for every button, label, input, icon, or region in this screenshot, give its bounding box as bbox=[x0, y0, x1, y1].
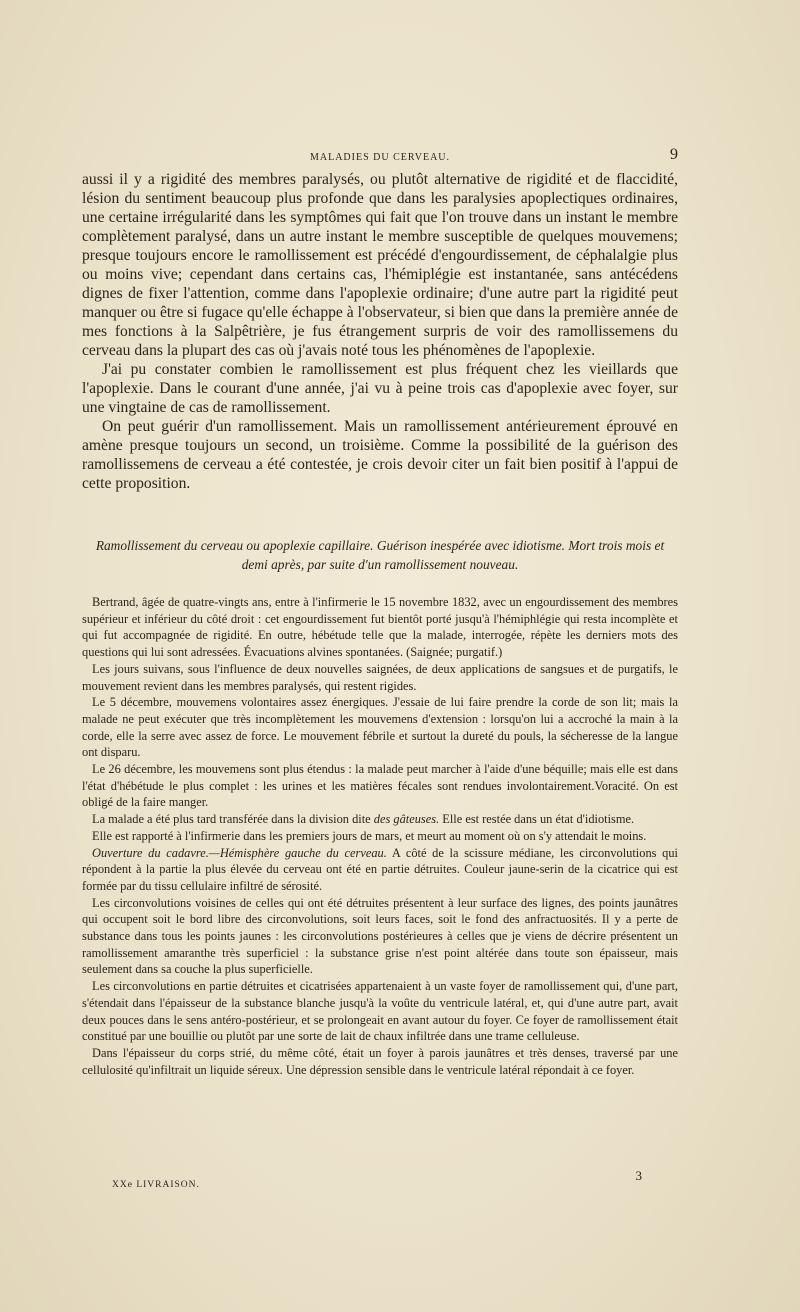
page-number: 9 bbox=[670, 146, 678, 163]
case-title: Ramollissement du cerveau ou apoplexie capillaire. Guérison inespérée avec idiotisme. Mort trois mois et demi après, par suite d'un ramollissement nouveau. bbox=[95, 538, 665, 572]
running-head: MALADIES DU CERVEAU. bbox=[309, 152, 451, 163]
intro-paragraph: aussi il y a rigidité des membres paralysés, ou plutôt alternative de rigidité et de flaccidité, lésion du sentiment beaucoup plus profonde que dans les paralysies apoplectiques ordinaires, une certaine irrégularité dans les symptômes qui fait que l'on trouve dans un instant le membre complètement paralysé, dans un autre instant le membre susceptible de quelques mouvemens; presque toujours encore le ramollissement est précédé d'engourdissement, de céphalalgie plus ou moins vive; cependant dans certains cas, l'hémiplégie est instantanée, sans antécédens dignes de fixer l'attention, comme dans l'apoplexie ordinaire; d'une autre part la rigidité peut manquer ou être si fugace qu'elle échappe à l'observateur, si bien que dans la première année de mes fonctions à la Salpêtrière, je fus étrangement surpris de voir des ramollissemens du cerveau dans la plupart des cas où j'avais noté tous les phénomènes de l'apoplexie. bbox=[82, 171, 678, 359]
intro-text bbox=[82, 170, 678, 493]
case-paragraph: Les jours suivans, sous l'influence de deux nouvelles saignées, de deux applications de sangsues et de purgatifs, le mouvement revient dans les membres paralysés, qui restent rigides. bbox=[82, 661, 678, 693]
case-paragraph: Dans l'épaisseur du corps strié, du même côté, était un foyer à parois jaunâtres et très denses, traversé par une cellulosité qu'infiltrait un liquide séreux. Une dépression sensible dans le ventricule latéral répondait à ce foyer. bbox=[82, 1045, 678, 1077]
case-paragraph: Les circonvolutions en partie détruites et cicatrisées appartenaient à un vaste foyer de ramollissement qui, d'une part, s'étendait dans l'épaisseur de la substance blanche jusqu'à la voûte du ventricule latéral, et, qui d'une autre part, avait deux pouces dans le sens antéro-postérieur, et se prolongeait en avant autour du foyer. Ce foyer de ramollissement était constitué par une bouillie ou plutôt par une sorte de lait de chaux infiltrée dans une trame celluleuse. bbox=[82, 979, 678, 1044]
case-paragraph bbox=[82, 811, 678, 828]
case-paragraph: Bertrand, âgée de quatre-vingts ans, entre à l'infirmerie le 15 novembre 1832, avec un engourdissement des membres supérieur et inférieur du côté droit : cet engourdissement fut bientôt porté jusqu'à l'hémiphlégie qui resta incomplète et qui fut accompagnée de rigidité. En outre, hébétude telle que la malade, interrogée, répète les derniers mots des questions qui lui sont adressées. Évacuations alvines spontanées. (Saignée; purgatif.) bbox=[82, 595, 678, 660]
case-text-run: Elle est restée dans un état d'idiotisme. bbox=[439, 812, 635, 827]
case-paragraph: Le 5 décembre, mouvemens volontaires assez énergiques. J'essaie de lui faire prendre la corde de son lit; mais la malade ne peut exécuter que très incomplètement les mouvemens d'extension : lorsqu'on lui a accroché la main à la corde, elle la serre avec assez de force. Le mouvement fébrile et surtout la dureté du pouls, la sécheresse de la langue ont disparu. bbox=[82, 695, 678, 760]
autopsy-heading: Ouverture du cadavre.—Hémisphère gauche du cerveau. bbox=[92, 845, 387, 860]
page-header bbox=[82, 146, 678, 170]
case-paragraph: Elle est rapporté à l'infirmerie dans les premiers jours de mars, et meurt au moment où on s'y attendait le moins. bbox=[92, 828, 647, 843]
page-footer bbox=[82, 1168, 642, 1192]
intro-paragraph: J'ai pu constater combien le ramollissement est plus fréquent chez les vieillards que l'apoplexie. Dans le courant d'une année, j'ai vu à peine trois cas d'apoplexie avec foyer, sur une vingtaine de cas de ramollissement. bbox=[82, 361, 678, 416]
sheet-number: 3 bbox=[635, 1168, 642, 1183]
intro-paragraph: On peut guérir d'un ramollissement. Mais un ramollissement antérieurement éprouvé en amène presque toujours un second, un troisième. Comme la possibilité de la guérison des ramollissemens de cerveau a été contestée, je crois devoir citer un fait bien positif à l'appui de cette proposition. bbox=[82, 418, 678, 492]
signature-mark: XXe LIVRAISON. bbox=[112, 1180, 200, 1190]
case-paragraph: Le 26 décembre, les mouvemens sont plus étendus : la malade peut marcher à l'aide d'une béquille; mais elle est dans l'état d'hébétude le plus complet : les urines et les matières fécales sont rendues involontairement.Voracité. On est obligé de la faire manger. bbox=[82, 762, 678, 810]
case-paragraph bbox=[82, 845, 678, 895]
case-text-run: A côté de la scissure médiane, les circonvolutions qui répondent à la partie la plus élevée du cerveau ont été en partie détruites. Couleur jaune-serin de la cicatrice qui est formée par du tissu cellulaire infiltré de sérosité. bbox=[82, 845, 678, 893]
case-text-run: La malade a été plus tard transférée dans la division dite bbox=[92, 812, 374, 827]
case-report bbox=[82, 594, 678, 1078]
case-text-italic: des gâteuses. bbox=[373, 812, 440, 827]
case-paragraph: Les circonvolutions voisines de celles qui ont été détruites présentent à leur surface des lignes, des points jaunâtres qui occupent soit le bord libre des circonvolutions, soit leurs faces, soit le fond des anfractuosités. Il y a perte de substance dans tous les points jaunes : les circonvolutions postérieures à celles que je viens de décrire présentent un ramollissement amaranthe très superficiel : la substance grise n'est point altérée dans toute son épaisseur, mais seulement dans sa couche la plus superficielle. bbox=[82, 895, 678, 977]
